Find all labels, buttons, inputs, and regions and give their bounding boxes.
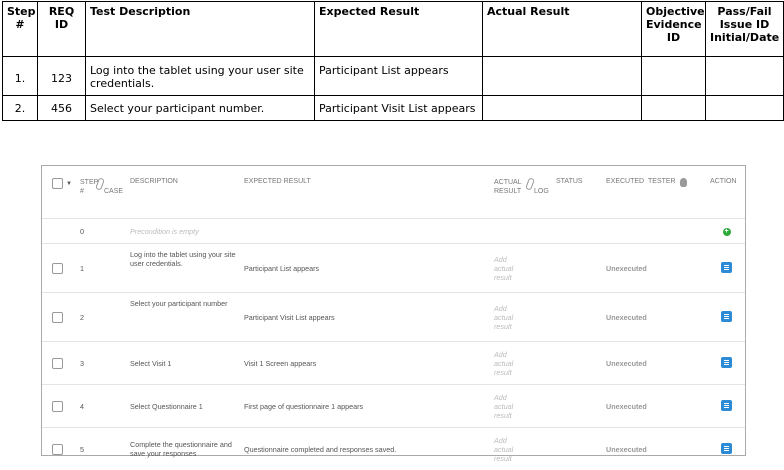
doc-header-step: Step #	[3, 2, 38, 57]
header-status: STATUS	[554, 166, 604, 219]
row-description[interactable]: Select Visit 1	[128, 342, 242, 385]
row-expected[interactable]: Participant List appears	[242, 244, 492, 293]
actual-result-placeholder[interactable]: Add actual result	[492, 342, 604, 385]
row-action-button[interactable]	[721, 400, 732, 411]
doc-cell-pass-fail	[706, 57, 784, 96]
header-actual-result: ACTUAL RESULT	[494, 178, 522, 196]
row-step: 1	[78, 244, 128, 293]
table-row	[42, 342, 745, 385]
row-status[interactable]: Unexecuted	[604, 385, 708, 428]
select-all-cell	[42, 166, 78, 219]
test-script-document-table	[2, 1, 784, 121]
header-log: LOG	[534, 188, 549, 195]
header-action: ACTION	[708, 166, 745, 219]
row-description[interactable]: Complete the questionnaire and save your responses	[128, 428, 242, 470]
row-checkbox[interactable]	[52, 263, 63, 274]
row-status[interactable]: Unexecuted	[604, 293, 708, 342]
actual-result-placeholder[interactable]: Add actual result	[492, 244, 604, 293]
row-expected[interactable]: Participant Visit List appears	[242, 293, 492, 342]
doc-header-expected-result: Expected Result	[315, 2, 483, 57]
header-case: CASE	[104, 188, 123, 195]
doc-cell-description: Select your participant number.	[86, 96, 315, 121]
doc-header-objective-evidence: Objective Evidence ID	[642, 2, 706, 57]
row-step: 2	[78, 293, 128, 342]
header-actual-log	[492, 166, 554, 219]
row-checkbox[interactable]	[52, 444, 63, 455]
doc-header-row	[3, 2, 784, 57]
header-tester: TESTER	[648, 178, 676, 185]
table-row	[42, 244, 745, 293]
row-checkbox[interactable]	[52, 312, 63, 323]
test-steps-panel	[41, 165, 746, 456]
doc-cell-description: Log into the tablet using your user site credentials.	[86, 57, 315, 96]
row-checkbox[interactable]	[52, 401, 63, 412]
row-action-button[interactable]	[721, 443, 732, 454]
doc-cell-req-id: 123	[38, 57, 86, 96]
doc-cell-evidence	[642, 96, 706, 121]
doc-cell-actual	[483, 57, 642, 96]
bug-icon	[680, 178, 687, 187]
header-step: STEP #	[80, 178, 92, 196]
steps-header-row	[42, 166, 745, 219]
paperclip-icon	[96, 178, 104, 190]
actual-result-placeholder[interactable]: Add actual result	[492, 428, 604, 470]
select-all-checkbox[interactable]	[52, 178, 63, 189]
doc-header-req-id: REQ ID	[38, 2, 86, 57]
actual-result-placeholder[interactable]: Add actual result	[492, 385, 604, 428]
doc-header-test-description: Test Description	[86, 2, 315, 57]
row-description[interactable]: Select Questionnaire 1	[128, 385, 242, 428]
row-description[interactable]: Log into the tablet using your site user credentials.	[128, 244, 242, 293]
doc-cell-step: 1.	[3, 57, 38, 96]
row-step: 4	[78, 385, 128, 428]
row-expected[interactable]: Visit 1 Screen appears	[242, 342, 492, 385]
add-precondition-icon[interactable]: +	[723, 228, 731, 236]
table-row	[42, 293, 745, 342]
doc-cell-actual	[483, 96, 642, 121]
doc-header-actual-result: Actual Result	[483, 2, 642, 57]
row-status[interactable]: Unexecuted	[604, 244, 708, 293]
table-row	[42, 428, 745, 470]
doc-row	[3, 57, 784, 96]
row-action-button[interactable]	[721, 357, 732, 368]
chevron-down-icon[interactable]: ▼	[66, 181, 72, 187]
actual-result-placeholder[interactable]: Add actual result	[492, 293, 604, 342]
doc-cell-evidence	[642, 57, 706, 96]
header-step-case	[78, 166, 128, 219]
precondition-step: 0	[78, 219, 128, 244]
header-executed: EXECUTED	[604, 166, 646, 219]
row-status[interactable]: Unexecuted	[604, 342, 708, 385]
row-checkbox[interactable]	[52, 358, 63, 369]
row-expected[interactable]: First page of questionnaire 1 appears	[242, 385, 492, 428]
doc-cell-expected: Participant Visit List appears	[315, 96, 483, 121]
header-expected-result: EXPECTED RESULT	[242, 166, 492, 219]
row-step: 3	[78, 342, 128, 385]
row-action-button[interactable]	[721, 311, 732, 322]
row-step: 5	[78, 428, 128, 470]
precondition-row	[42, 219, 745, 244]
doc-cell-step: 2.	[3, 96, 38, 121]
row-description[interactable]: Select your participant number	[128, 293, 242, 342]
table-row	[42, 385, 745, 428]
doc-header-pass-fail: Pass/Fail Issue ID Initial/Date	[706, 2, 784, 57]
row-status[interactable]: Unexecuted	[604, 428, 708, 470]
doc-row	[3, 96, 784, 121]
doc-cell-req-id: 456	[38, 96, 86, 121]
header-description: DESCRIPTION	[128, 166, 242, 219]
row-action-button[interactable]	[721, 262, 732, 273]
precondition-text[interactable]: Precondition is empty	[128, 219, 708, 244]
doc-cell-pass-fail	[706, 96, 784, 121]
paperclip-icon	[526, 178, 534, 190]
test-steps-table	[42, 166, 745, 470]
header-tester-cell	[646, 166, 708, 219]
row-expected[interactable]: Questionnaire completed and responses saved.	[242, 428, 492, 470]
doc-cell-expected: Participant List appears	[315, 57, 483, 96]
